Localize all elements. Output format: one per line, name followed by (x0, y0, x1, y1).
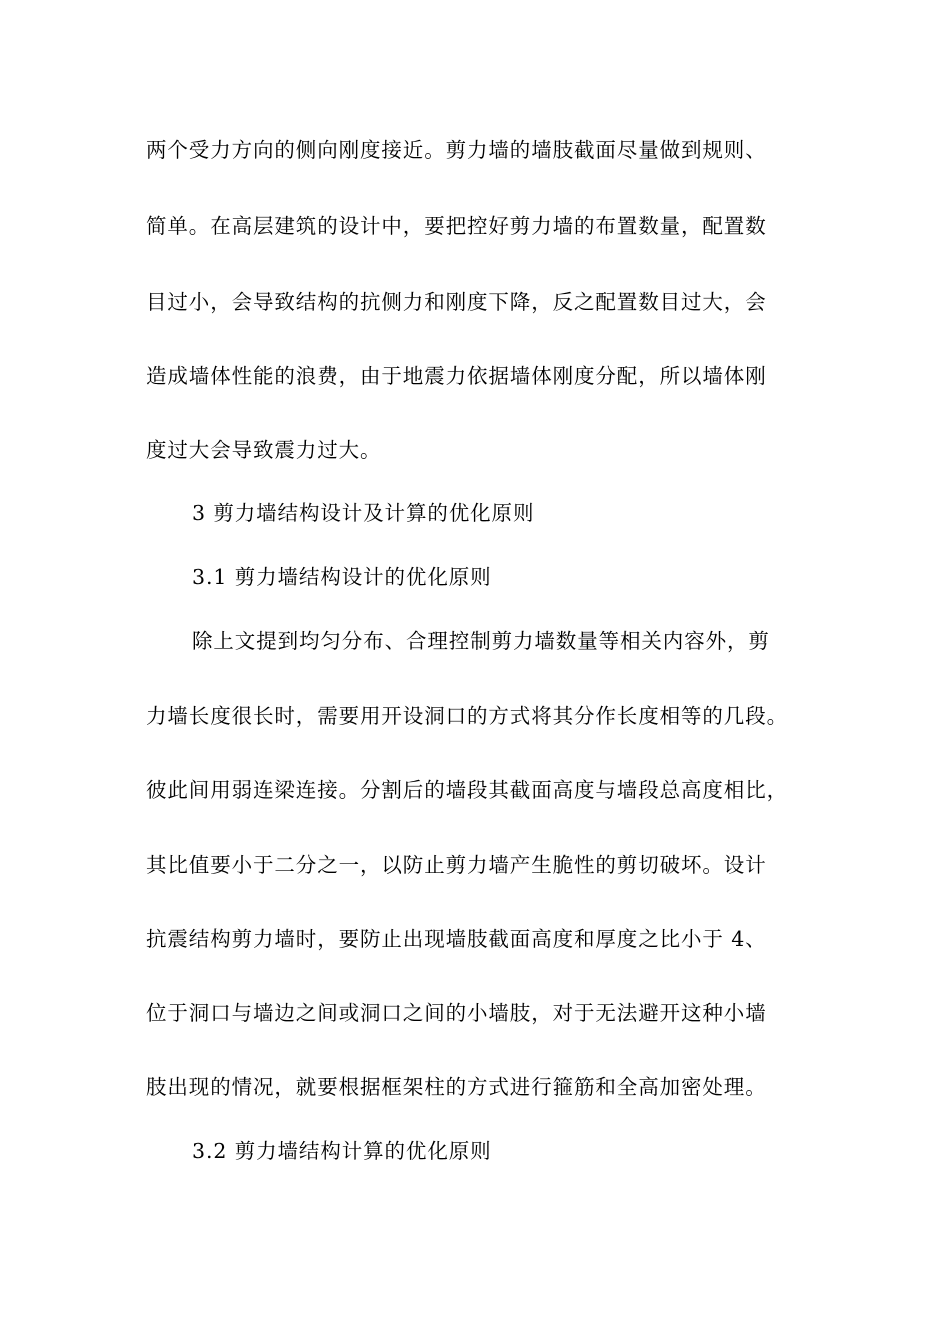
section-heading-3: 3 剪力墙结构设计及计算的优化原则 (192, 501, 535, 525)
paragraph-line-6: 除上文提到均匀分布、合理控制剪力墙数量等相关内容外，剪 (192, 629, 770, 653)
paragraph-line-3: 目过小，会导致结构的抗侧力和刚度下降，反之配置数目过大，会 (146, 290, 767, 314)
paragraph-line-9: 其比值要小于二分之一，以防止剪力墙产生脆性的剪切破坏。设计 (146, 853, 767, 877)
section-heading-3-2: 3.2 剪力墙结构计算的优化原则 (192, 1139, 492, 1163)
section-heading-3-1: 3.1 剪力墙结构设计的优化原则 (192, 565, 492, 589)
paragraph-line-2: 简单。在高层建筑的设计中，要把控好剪力墙的布置数量，配置数 (146, 214, 767, 238)
paragraph-line-7: 力墙长度很长时，需要用开设洞口的方式将其分作长度相等的几段。 (146, 704, 788, 728)
paragraph-line-8: 彼此间用弱连梁连接。分割后的墙段其截面高度与墙段总高度相比， (146, 778, 788, 802)
paragraph-line-1: 两个受力方向的侧向刚度接近。剪力墙的墙肢截面尽量做到规则、 (146, 138, 767, 162)
paragraph-line-4: 造成墙体性能的浪费，由于地震力依据墙体刚度分配，所以墙体刚 (146, 364, 767, 388)
paragraph-line-10: 抗震结构剪力墙时，要防止出现墙肢截面高度和厚度之比小于 4、 (146, 927, 767, 951)
paragraph-line-5: 度过大会导致震力过大。 (146, 438, 382, 462)
paragraph-line-11: 位于洞口与墙边之间或洞口之间的小墙肢，对于无法避开这种小墙 (146, 1001, 767, 1025)
paragraph-line-12: 肢出现的情况，就要根据框架柱的方式进行箍筋和全高加密处理。 (146, 1075, 767, 1099)
